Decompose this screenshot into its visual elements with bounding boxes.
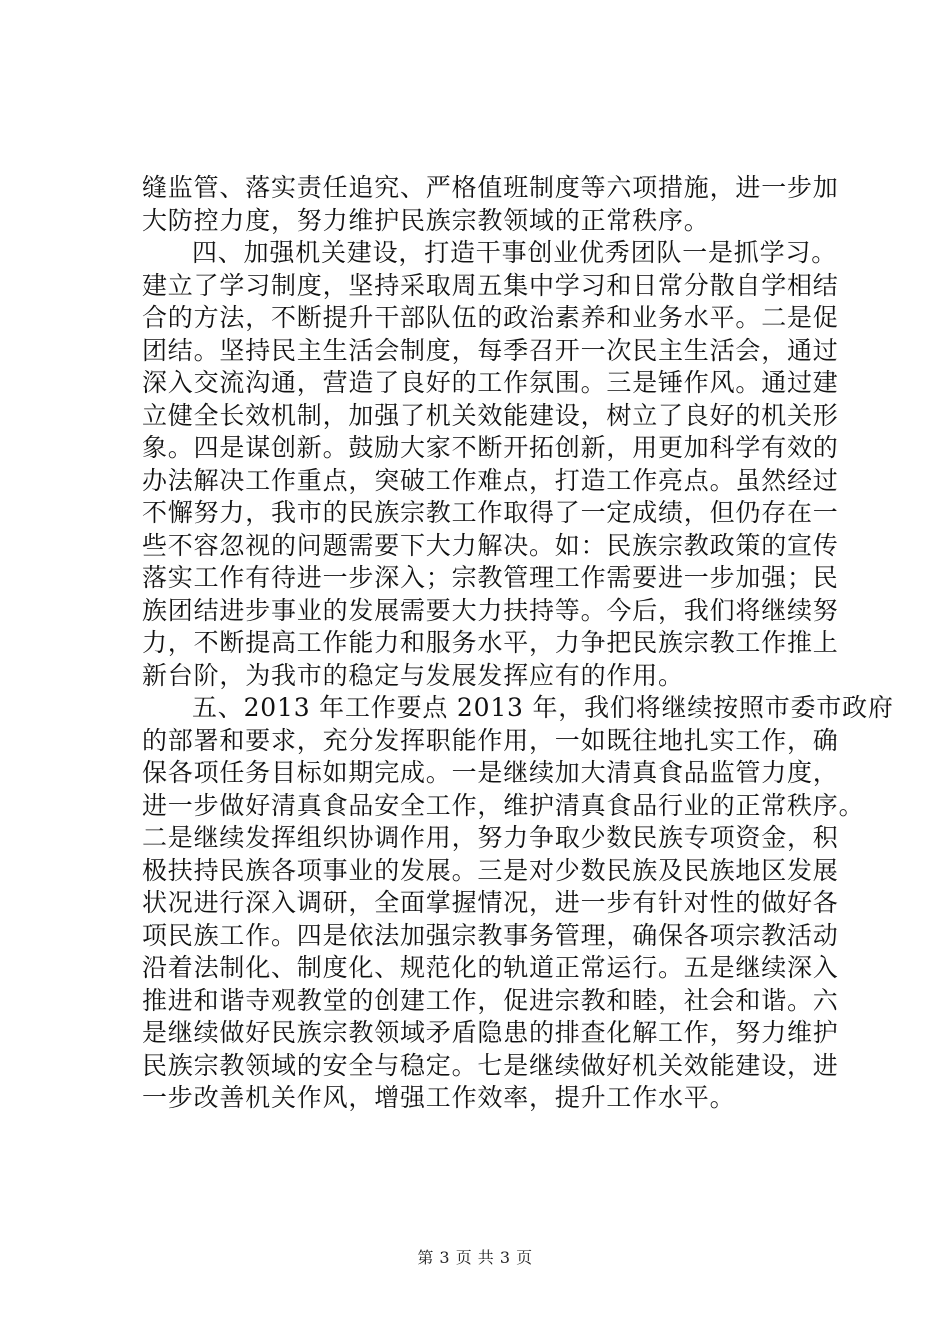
text-line: 沿着法制化、制度化、规范化的轨道正常运行。五是继续深入 [142, 953, 839, 982]
text-line: 新台阶，为我市的稳定与发展发挥应有的作用。 [142, 660, 684, 690]
text-line: 深入交流沟通，营造了良好的工作氛围。三是锤作风。通过建 [142, 368, 839, 397]
text-line: 象。四是谋创新。鼓励大家不断开拓创新，用更加科学有效的 [142, 433, 839, 462]
text-line: 落实工作有待进一步深入；宗教管理工作需要进一步加强；民 [142, 563, 839, 592]
text-line: 缝监管、落实责任追究、严格值班制度等六项措施，进一步加 [142, 173, 839, 202]
section-heading-line: 四、加强机关建设，打造干事创业优秀团队一是抓学习。 [192, 238, 838, 267]
text-line: 团结。坚持民主生活会制度，每季召开一次民主生活会，通过 [142, 335, 839, 365]
text-line: 二是继续发挥组织协调作用，努力争取少数民族专项资金，积 [142, 823, 839, 852]
text-line: 立健全长效机制，加强了机关效能建设，树立了良好的机关形 [142, 400, 839, 430]
text-line: 一步改善机关作风，增强工作效率，提升工作水平。 [142, 1083, 736, 1112]
text-line: 极扶持民族各项事业的发展。三是对少数民族及民族地区发展 [142, 855, 839, 885]
text-line: 保各项任务目标如期完成。一是继续加大清真食品监管力度， [142, 758, 839, 787]
text-line: 建立了学习制度，坚持采取周五集中学习和日常分散自学相结 [142, 270, 839, 300]
text-line: 状况进行深入调研，全面掌握情况，进一步有针对性的做好各 [142, 888, 839, 917]
text-line: 大防控力度，努力维护民族宗教领域的正常秩序。 [142, 205, 710, 235]
text-line: 族团结进步事业的发展需要大力扶持等。今后，我们将继续努 [142, 595, 839, 625]
text-line: 推进和谐寺观教堂的创建工作，促进宗教和睦，社会和谐。六 [142, 985, 839, 1015]
document-body [142, 172, 894, 1115]
text-line: 些不容忽视的问题需要下大力解决。如：民族宗教政策的宣传 [142, 530, 839, 560]
text-line: 力，不断提高工作能力和服务水平，力争把民族宗教工作推上 [142, 628, 839, 657]
text-line: 是继续做好民族宗教领域矛盾隐患的排查化解工作，努力维护 [142, 1018, 839, 1047]
text-line: 的部署和要求，充分发挥职能作用，一如既往地扎实工作，确 [142, 725, 839, 755]
text-line: 合的方法，不断提升干部队伍的政治素养和业务水平。二是促 [142, 303, 839, 332]
text-line: 项民族工作。四是依法加强宗教事务管理，确保各项宗教活动 [142, 920, 839, 950]
section-heading-line: 五、2013 年工作要点 2013 年，我们将继续按照市委市政府 [192, 693, 894, 722]
text-line: 民族宗教领域的安全与稳定。七是继续做好机关效能建设，进 [142, 1050, 839, 1080]
page-number-footer: 第 3 页 共 3 页 [417, 1248, 533, 1267]
text-line: 进一步做好清真食品安全工作，维护清真食品行业的正常秩序。 [142, 790, 865, 820]
text-line: 办法解决工作重点，突破工作难点，打造工作亮点。虽然经过 [142, 465, 839, 495]
text-line: 不懈努力，我市的民族宗教工作取得了一定成绩，但仍存在一 [142, 498, 839, 527]
